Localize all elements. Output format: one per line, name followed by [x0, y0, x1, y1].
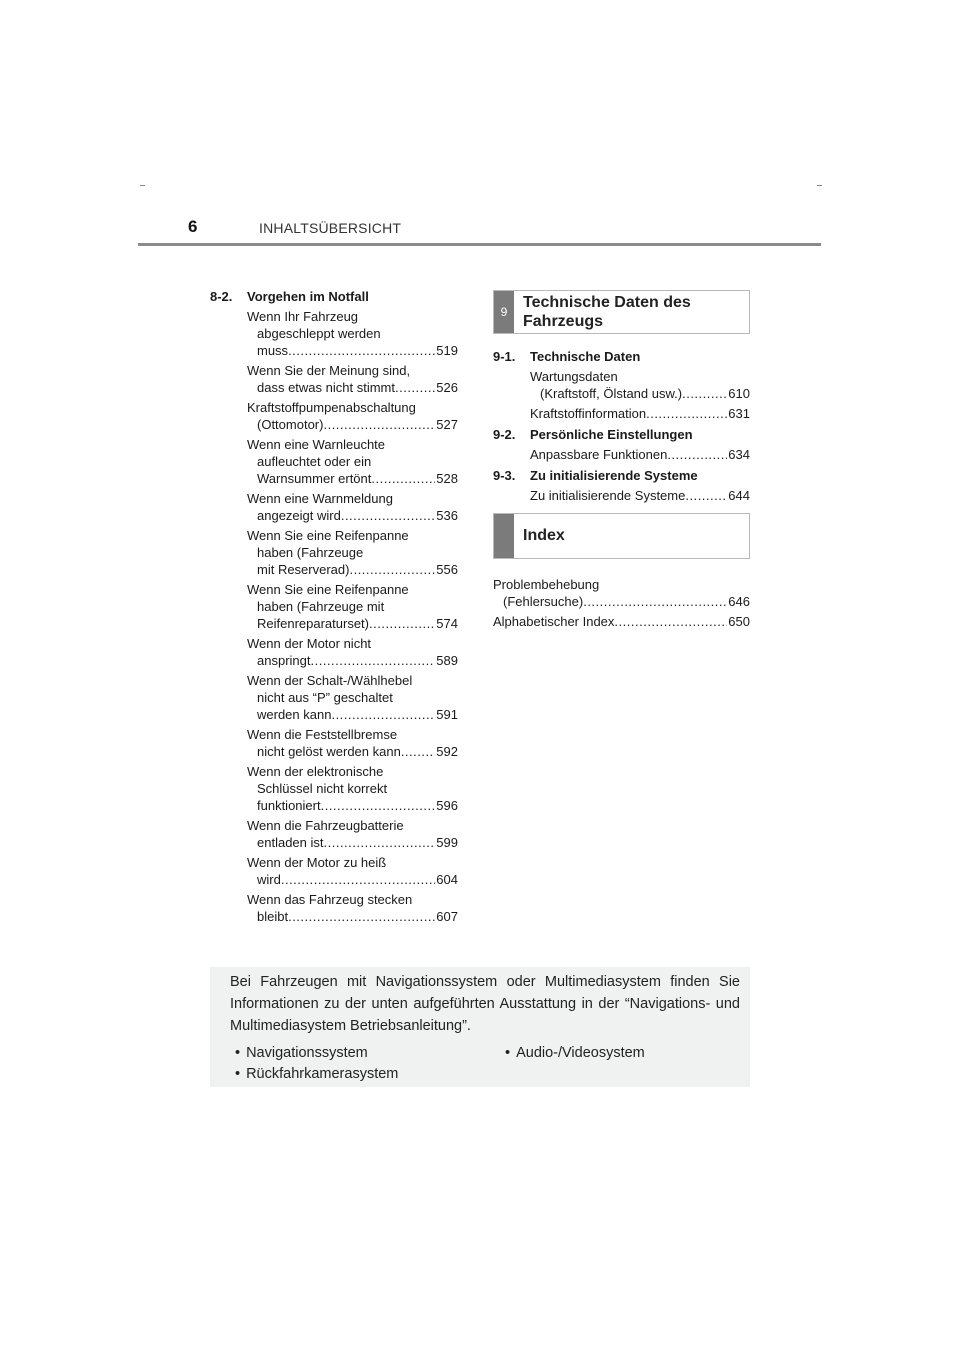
page-number: 6 [188, 217, 198, 236]
page-ref: 604 [436, 872, 458, 887]
toc-entry[interactable] [247, 672, 458, 723]
toc-entry-line: Wenn der Motor nicht [247, 636, 372, 651]
toc-entry-text: (Ottomotor) [257, 417, 324, 432]
toc-entry-leader-line [530, 487, 750, 504]
page-ref: 610 [728, 386, 750, 401]
toc-entry-text: Anpassbare Funktionen [530, 447, 668, 462]
toc-entry-text: entladen ist [257, 835, 324, 850]
chapter-title-line: Fahrzeugs [523, 313, 604, 330]
dot-leader [583, 593, 727, 610]
toc-entry-text: werden kann [257, 707, 332, 722]
toc-entry-line: Wenn eine Warnleuchte [247, 437, 386, 452]
chapter-title: Index [523, 527, 565, 544]
dot-leader [685, 487, 727, 504]
toc-entry-leader-line [493, 593, 750, 610]
toc-left-column [210, 288, 458, 928]
toc-entry-leader-line [247, 834, 458, 851]
dot-leader [646, 405, 727, 422]
section-title: Vorgehen im Notfall [247, 289, 369, 304]
toc-entry-line: Schlüssel nicht korrekt [257, 781, 388, 796]
toc-entry-line: Wenn Sie der Meinung sind, [247, 363, 411, 378]
toc-entry[interactable] [530, 368, 750, 402]
toc-entry-line: Wenn eine Warnmeldung [247, 491, 393, 506]
toc-entry-leader-line [530, 405, 750, 422]
page-ref: 591 [436, 707, 458, 722]
toc-entry-leader-line [247, 871, 458, 888]
toc-entry-text: bleibt [257, 909, 289, 924]
page-ref: 607 [436, 909, 458, 924]
dot-leader [682, 385, 727, 402]
toc-entry-line: haben (Fahrzeuge mit [257, 599, 385, 614]
dot-leader [324, 834, 436, 851]
page-ref: 528 [436, 471, 458, 486]
chapter-box-9 [493, 290, 750, 334]
toc-entry-text: Zu initialisierende Systeme [530, 488, 686, 503]
page-ref: 592 [436, 744, 458, 759]
toc-entry-leader-line [247, 908, 458, 925]
page-ref: 599 [436, 835, 458, 850]
toc-entry-line: Wenn Ihr Fahrzeug [247, 309, 359, 324]
note-list [230, 1045, 740, 1091]
dot-leader [288, 342, 435, 359]
toc-entry[interactable] [247, 891, 458, 925]
toc-entry-line: Wenn Sie eine Reifenpanne [247, 528, 409, 543]
toc-right-column [493, 290, 750, 633]
crop-mark-right [817, 185, 822, 186]
page-ref: 574 [436, 616, 458, 631]
page-ref: 556 [436, 562, 458, 577]
dot-leader [331, 706, 435, 723]
section-number: 9-1. [493, 349, 516, 364]
dot-leader [667, 446, 727, 463]
header-rule [138, 243, 821, 246]
toc-entry-line: abgeschleppt werden [257, 326, 381, 341]
page-ref: 596 [436, 798, 458, 813]
section-title: Technische Daten [530, 349, 641, 364]
toc-entry-line: Kraftstoffpumpenabschaltung [247, 400, 416, 415]
dot-leader [371, 470, 435, 487]
chapter-tab [494, 514, 514, 558]
dot-leader [401, 743, 435, 760]
dot-leader [369, 615, 435, 632]
toc-entry-text: funktioniert [257, 798, 321, 813]
page-title: INHALTSÜBERSICHT [259, 220, 402, 236]
toc-entry-list [210, 308, 458, 925]
toc-entry-leader-line [247, 561, 458, 578]
toc-entry[interactable] [247, 726, 458, 760]
toc-entry[interactable] [493, 613, 750, 630]
section-heading [210, 288, 458, 305]
section-number: 8-2. [210, 289, 233, 304]
toc-entry-leader-line [247, 470, 458, 487]
page-ref: 536 [436, 508, 458, 523]
toc-entry-text: muss [257, 343, 289, 358]
page-ref: 631 [728, 406, 750, 421]
section-heading [493, 467, 750, 484]
crop-mark-left [140, 185, 145, 186]
section-number: 9-2. [493, 427, 516, 442]
toc-entry[interactable] [247, 763, 458, 814]
toc-entry-text: Kraftstoffinformation [530, 406, 647, 421]
toc-entry-line: aufleuchtet oder ein [257, 454, 372, 469]
toc-entry-line: Wenn der elektronische [247, 764, 384, 779]
page-ref: 644 [728, 488, 750, 503]
dot-leader [310, 652, 435, 669]
section-title: Persönliche Einstellungen [530, 427, 693, 442]
chapter-tab: 9 [494, 291, 514, 333]
toc-entry-leader-line [247, 416, 458, 433]
index-entry-list [493, 576, 750, 630]
toc-entry-leader-line [247, 743, 458, 760]
section-heading [493, 426, 750, 443]
toc-entry-text: wird [257, 872, 281, 887]
toc-entry-line: Wenn der Motor zu heiß [247, 855, 387, 870]
toc-entry-leader-line [493, 613, 750, 630]
dot-leader [288, 908, 435, 925]
toc-entry-line: Wenn der Schalt-/Wählhebel [247, 673, 413, 688]
chapter-title-line: Technische Daten des [523, 294, 691, 311]
dot-leader [614, 613, 727, 630]
page-ref: 634 [728, 447, 750, 462]
toc-entry[interactable] [247, 527, 458, 578]
toc-entry-leader-line [247, 797, 458, 814]
toc-entry-text: nicht gelöst werden kann [257, 744, 401, 759]
toc-entry-line: Problembehebung [493, 577, 600, 592]
toc-entry-leader-line [247, 652, 458, 669]
toc-entry-line: nicht aus “P” geschaltet [257, 690, 393, 705]
chapter-title [523, 293, 743, 331]
page-ref: 519 [436, 343, 458, 358]
toc-entry-line: Wenn die Feststellbremse [247, 727, 398, 742]
dot-leader [349, 561, 435, 578]
note-box [210, 967, 750, 1087]
chapter-9-sections [493, 348, 750, 504]
toc-entry-text: Alphabetischer Index [493, 614, 615, 629]
toc-entry-text: mit Reserverad) [257, 562, 350, 577]
toc-entry-line: haben (Fahrzeuge [257, 545, 364, 560]
toc-entry-text: (Kraftstoff, Ölstand usw.) [540, 386, 683, 401]
toc-entry-text: angezeigt wird [257, 508, 341, 523]
page-ref: 646 [728, 594, 750, 609]
toc-entry-text: anspringt [257, 653, 311, 668]
toc-entry[interactable] [530, 487, 750, 504]
note-text: Bei Fahrzeugen mit Navigationssystem oder Multimediasystem finden Sie Informationen zu der unten aufgeführten Ausstattung in der “Navigations- und Multimediasystem Betriebsanleitung”. [230, 974, 740, 1034]
section-number: 9-3. [493, 468, 516, 483]
toc-entry[interactable] [247, 308, 458, 359]
dot-leader [395, 379, 435, 396]
toc-entry-leader-line [530, 446, 750, 463]
dot-leader [341, 507, 435, 524]
toc-entry-leader-line [530, 385, 750, 402]
toc-entry-line: Wartungsdaten [530, 369, 618, 384]
toc-entry-line: Wenn die Fahrzeugbatterie [247, 818, 404, 833]
toc-entry[interactable] [247, 490, 458, 524]
toc-entry[interactable] [247, 635, 458, 669]
page-ref: 650 [728, 614, 750, 629]
toc-entry-leader-line [247, 342, 458, 359]
toc-entry[interactable] [530, 405, 750, 422]
note-item: • Rückfahrkamerasystem [235, 1066, 398, 1082]
toc-entry-text: Reifenreparaturset) [257, 616, 369, 631]
page-ref: 589 [436, 653, 458, 668]
toc-entry-leader-line [247, 507, 458, 524]
dot-leader [323, 416, 435, 433]
toc-entry-line: Wenn das Fahrzeug stecken [247, 892, 413, 907]
chapter-box-index [493, 513, 750, 559]
toc-entry-line: Wenn Sie eine Reifenpanne [247, 582, 409, 597]
toc-entry[interactable] [247, 399, 458, 433]
toc-entry[interactable] [247, 581, 458, 632]
toc-entry-text: dass etwas nicht stimmt [257, 380, 395, 395]
toc-entry[interactable] [247, 362, 458, 396]
toc-entry[interactable] [247, 436, 458, 487]
toc-entry[interactable] [247, 817, 458, 851]
toc-entry-leader-line [247, 706, 458, 723]
toc-entry-text: Warnsummer ertönt [257, 471, 372, 486]
toc-entry[interactable] [530, 446, 750, 463]
dot-leader [321, 797, 436, 814]
toc-entry-text: (Fehlersuche) [503, 594, 584, 609]
toc-entry[interactable] [493, 576, 750, 610]
note-item: • Navigationssystem [235, 1045, 368, 1061]
toc-entry[interactable] [247, 854, 458, 888]
note-item: • Audio-/Videosystem [505, 1045, 645, 1061]
toc-entry-leader-line [247, 379, 458, 396]
dot-leader [281, 871, 435, 888]
section-title: Zu initialisierende Systeme [530, 468, 698, 483]
page-ref: 526 [436, 380, 458, 395]
page-ref: 527 [436, 417, 458, 432]
section-heading [493, 348, 750, 365]
toc-entry-leader-line [247, 615, 458, 632]
